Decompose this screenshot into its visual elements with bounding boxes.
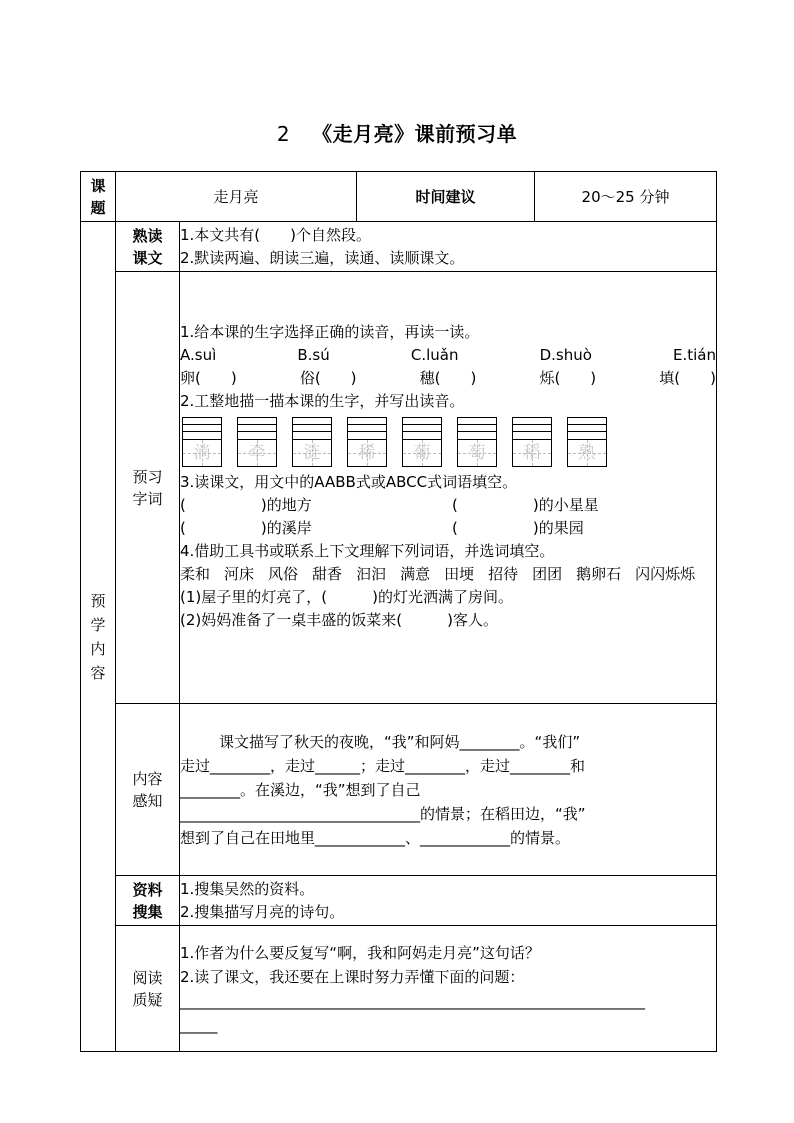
yuxi-q4: 4.借助工具书或联系上下文理解下列词语，并选词填空。 <box>180 542 555 560</box>
preview-sheet-table <box>80 171 717 1052</box>
tile-char: 淌 <box>183 439 221 466</box>
neirong-label: 内容感知 <box>132 769 163 810</box>
row-ziliao <box>81 876 717 926</box>
tracing-tile <box>292 417 332 467</box>
topic-label: 课题 <box>90 176 106 217</box>
page-title <box>0 118 794 147</box>
word: 满意 <box>400 565 431 583</box>
row-yuxi <box>81 272 717 704</box>
lesson-name: 走月亮 <box>116 172 357 222</box>
shudu-content <box>180 222 717 272</box>
tracing-tile <box>402 417 442 467</box>
topic-label-cell <box>81 172 116 222</box>
tracing-tiles <box>182 417 716 467</box>
title-text: 《走月亮》课前预习单 <box>312 122 518 146</box>
tracing-tile <box>182 417 222 467</box>
sentence-1: (1)屋子里的灯亮了，( )的灯光洒满了房间。 <box>180 588 513 606</box>
answer-line-end: _____ <box>180 1015 218 1034</box>
pinyin-option: A.suì <box>180 346 217 364</box>
neirong-content <box>180 704 717 876</box>
yuedu-line-1: 1.作者为什么要反复写“啊，我和阿妈走月亮”这句话？ <box>180 943 540 962</box>
neirong-p4: ________________________________的情景；在稻田边，“我” <box>180 804 586 823</box>
word: 团团 <box>532 565 563 583</box>
tracing-tile <box>237 417 277 467</box>
fill-blank: ( )的果园 <box>452 519 584 537</box>
outer-label: 预学内容 <box>90 591 106 682</box>
tracing-tile <box>347 417 387 467</box>
word: 汩汩 <box>356 565 387 583</box>
neirong-p1: 课文描写了秋天的夜晚，“我”和阿妈________。“我们” <box>219 732 581 751</box>
lesson-number: 2 <box>276 122 291 146</box>
char-blank: 烁( ) <box>539 369 597 387</box>
tracing-tile <box>457 417 497 467</box>
char-blank: 卵( ) <box>180 369 237 387</box>
answer-line: ______________________________________________________________ <box>180 991 645 1010</box>
word: 鹅卵石 <box>576 565 622 583</box>
time-value: 20～25 分钟 <box>535 172 717 222</box>
shudu-line-1: 1.本文共有( )个自然段。 <box>180 225 372 244</box>
neirong-p3: ________。在溪边，“我”想到了自己 <box>180 780 421 799</box>
char-blank: 俗( ) <box>299 369 357 387</box>
fill-blank: ( )的小星星 <box>452 496 599 514</box>
tile-char: 牵 <box>238 439 276 466</box>
time-label: 时间建议 <box>357 172 535 222</box>
fill-blank: ( )的地方 <box>180 496 312 514</box>
yuxi-q1: 1.给本课的生字选择正确的读音，再读一读。 <box>180 323 480 341</box>
yuxi-q3: 3.读课文，用文中的AABB式或ABCC式词语填空。 <box>180 473 518 491</box>
word: 闪闪烁烁 <box>635 565 696 583</box>
pinyin-option: B.sú <box>297 346 330 364</box>
yuxi-label-cell <box>116 272 180 704</box>
ziliao-line-2: 2.搜集描写月亮的诗句。 <box>180 902 345 921</box>
sentence-2: (2)妈妈准备了一桌丰盛的饭菜来( )客人。 <box>180 611 498 629</box>
word-bank <box>180 563 716 586</box>
row-neirong <box>81 704 717 876</box>
char-blank: 穗( ) <box>419 369 477 387</box>
char-blank: 填( ) <box>659 369 716 387</box>
shudu-line-2: 2.默读两遍、朗读三遍，读通、读顺课文。 <box>180 248 465 267</box>
ziliao-label-cell <box>116 876 180 926</box>
yuxi-q2: 2.工整地描一描本课的生字，并写出读音。 <box>180 392 465 410</box>
row-yuedu <box>81 926 717 1052</box>
neirong-p2: 走过________，走过______；走过________，走过________和 <box>180 756 586 775</box>
fill-blank: ( )的溪岸 <box>180 519 312 537</box>
tile-char: 熟 <box>568 439 606 466</box>
fill-blank-row <box>180 494 716 517</box>
row-shudu <box>81 222 717 272</box>
header-row <box>81 172 717 222</box>
tracing-tile <box>512 417 552 467</box>
yuedu-label: 阅读质疑 <box>132 968 163 1009</box>
word: 河床 <box>224 565 255 583</box>
word: 田埂 <box>444 565 475 583</box>
tile-char: 稀 <box>348 439 386 466</box>
fill-blank-row <box>180 517 716 540</box>
word: 柔和 <box>180 565 211 583</box>
tile-char: 萄 <box>458 439 496 466</box>
word: 招待 <box>488 565 519 583</box>
yuedu-line-2: 2.读了课文，我还要在上课时努力弄懂下面的问题： <box>180 967 525 986</box>
yuedu-content <box>180 926 717 1052</box>
pinyin-option: D.shuò <box>539 346 592 364</box>
shudu-label: 熟读课文 <box>132 226 163 267</box>
char-blanks <box>180 367 716 390</box>
ziliao-label: 资料搜集 <box>132 880 163 921</box>
tile-char: 涟 <box>293 439 331 466</box>
outer-label-cell <box>81 222 116 1052</box>
neirong-label-cell <box>116 704 180 876</box>
word: 甜香 <box>312 565 343 583</box>
pinyin-option: C.luǎn <box>410 346 459 364</box>
neirong-p5: 想到了自己在田地里____________、____________的情景。 <box>180 828 571 847</box>
yuedu-label-cell <box>116 926 180 1052</box>
shudu-label-cell <box>116 222 180 272</box>
pinyin-option: E.tián <box>672 346 716 364</box>
yuxi-content <box>180 272 717 704</box>
pinyin-options <box>180 344 716 367</box>
word: 风俗 <box>268 565 299 583</box>
tile-char: 葡 <box>403 439 441 466</box>
ziliao-content <box>180 876 717 926</box>
ziliao-line-1: 1.搜集吴然的资料。 <box>180 879 315 898</box>
tile-char: 稻 <box>513 439 551 466</box>
yuxi-label: 预习字词 <box>132 467 163 508</box>
tracing-tile <box>567 417 607 467</box>
